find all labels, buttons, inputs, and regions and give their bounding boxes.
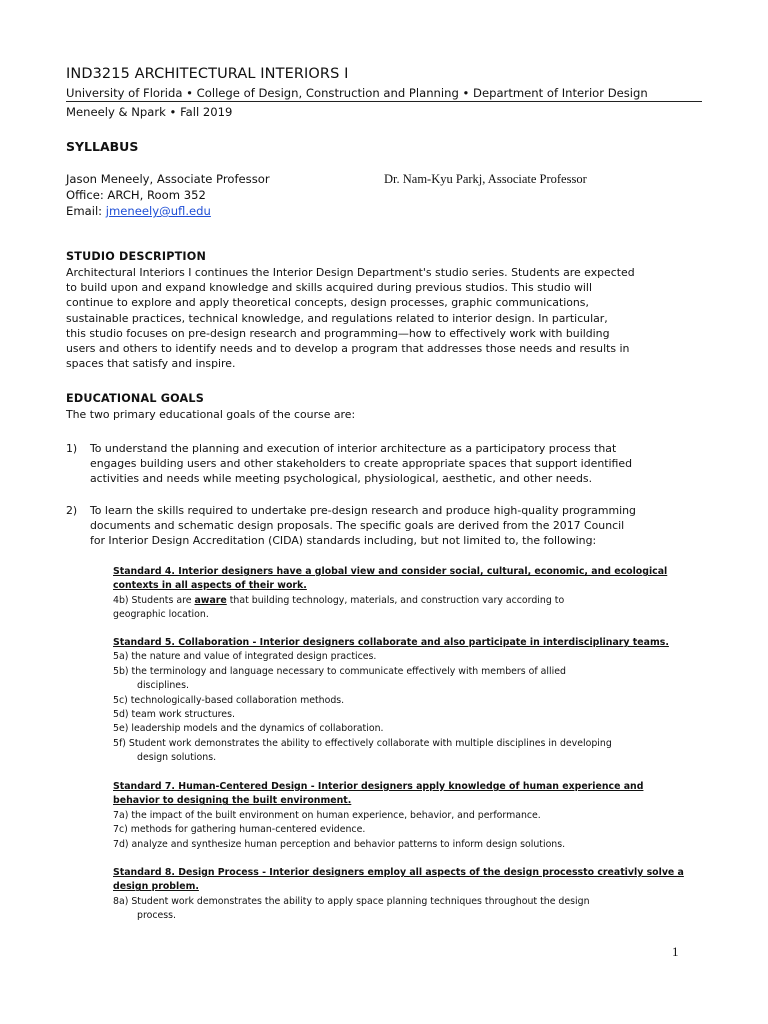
page-number: 1 [672, 944, 679, 959]
goal-number: 1) [66, 442, 78, 455]
email-line [66, 203, 270, 219]
goal-line: engages building users and other stakeholders to create appropriate spaces that support identified [90, 457, 632, 471]
standard-item: process. [137, 910, 177, 922]
goal-line: To learn the skills required to undertake pre-design research and produce high-quality programming [90, 504, 636, 517]
standard-item: 5a) the nature and value of integrated design practices. [113, 651, 377, 663]
item-emphasis: aware [194, 594, 227, 606]
standard-item-4b [113, 594, 713, 608]
standard-item: 5b) the terminology and language necessary to communicate effectively with members of allied [113, 665, 566, 677]
paragraph-line: this studio focuses on pre-design research and programming—how to effectively work with building [66, 326, 610, 340]
goal-line: for Interior Design Accreditation (CIDA) standards including, but not limited to, the following: [90, 534, 597, 548]
item-text: that building technology, materials, and construction vary according to [226, 594, 565, 606]
standard-item: design solutions. [137, 752, 217, 764]
standard-item: 5e) leadership models and the dynamics of collaboration. [113, 723, 384, 735]
institution-line: University of Florida • College of Design, Construction and Planning • Department of Interior Design [66, 86, 648, 100]
standard-item: 5f) Student work demonstrates the ability to effectively collaborate with multiple disciplines in developing [113, 737, 612, 749]
goal-number: 2) [66, 504, 78, 517]
office-line: Office: ARCH, Room 352 [66, 188, 206, 202]
standard-item: 7a) the impact of the built environment on human experience, behavior, and performance. [113, 809, 541, 821]
document-title: SYLLABUS [66, 139, 139, 154]
goal-2 [66, 503, 706, 549]
instructor-2: Dr. Nam-Kyu Parkj, Associate Professor [384, 172, 587, 186]
item-text: 4b) Students are [113, 594, 195, 606]
educational-goals-intro [66, 407, 702, 422]
studio-description-heading: STUDIO DESCRIPTION [66, 250, 207, 263]
standard-item: 5c) technologically-based collaboration methods. [113, 694, 345, 706]
paragraph-line: continue to explore and apply theoretical concepts, design processes, graphic communications, [66, 296, 589, 310]
goal-line: To understand the planning and execution of interior architecture as a participatory process that [90, 442, 617, 455]
standard-title: Standard 5. Collaboration - Interior designers collaborate and also participate in interdisciplinary teams. [113, 637, 669, 648]
goal-line: documents and schematic design proposals. The specific goals are derived from the 2017 Council [90, 519, 625, 533]
goal-line: activities and needs while meeting psychological, physiological, aesthetic, and other needs. [90, 472, 593, 486]
email-link[interactable]: jmeneely@ufl.edu [105, 204, 211, 218]
standard-7 [113, 780, 713, 852]
standard-title: Standard 4. Interior designers have a global view and consider social, cultural, economic, and ecological [113, 566, 668, 577]
term-line: Meneely & Npark • Fall 2019 [66, 105, 233, 119]
standard-title: Standard 7. Human-Centered Design - Interior designers apply knowledge of human experience and [113, 781, 644, 792]
instructor-1: Jason Meneely, Associate Professor [66, 172, 270, 186]
paragraph-line: The two primary educational goals of the course are: [66, 408, 356, 421]
standard-5 [113, 636, 713, 766]
standard-title: behavior to designing the built environment. [113, 795, 352, 807]
contact-block [66, 171, 270, 219]
standard-item: 5d) team work structures. [113, 709, 235, 721]
standard-title: contexts in all aspects of their work. [113, 580, 307, 592]
standard-title: design problem. [113, 881, 199, 893]
paragraph-line: sustainable practices, technical knowledge, and regulations related to interior design. In particular, [66, 311, 608, 325]
studio-description-text [66, 265, 702, 371]
standard-item: 7c) methods for gathering human-centered evidence. [113, 824, 366, 836]
goal-1 [66, 441, 706, 487]
standard-item: 8a) Student work demonstrates the ability to apply space planning techniques throughout the design [113, 895, 590, 907]
educational-goals-heading: EDUCATIONAL GOALS [66, 392, 204, 405]
standard-item: disciplines. [137, 680, 189, 692]
standard-item: 7d) analyze and synthesize human perception and behavior patterns to inform design solutions. [113, 838, 566, 850]
paragraph-line: to build upon and expand knowledge and skills acquired during previous studios. This studio will [66, 281, 592, 295]
header-rule [66, 101, 702, 102]
standard-4 [113, 565, 713, 623]
course-title: IND3215 ARCHITECTURAL INTERIORS I [66, 66, 349, 82]
paragraph-line: users and others to identify needs and to develop a program that addresses those needs and results in [66, 342, 630, 356]
standard-8 [113, 866, 713, 924]
paragraph-line: spaces that satisfy and inspire. [66, 357, 236, 371]
standard-title: Standard 8. Design Process - Interior designers employ all aspects of the design processto creativly solve a [113, 867, 684, 878]
paragraph-line: Architectural Interiors I continues the Interior Design Department's studio series. Students are expected [66, 266, 635, 279]
email-label: Email: [66, 204, 106, 218]
standard-item-cont: geographic location. [113, 609, 209, 621]
